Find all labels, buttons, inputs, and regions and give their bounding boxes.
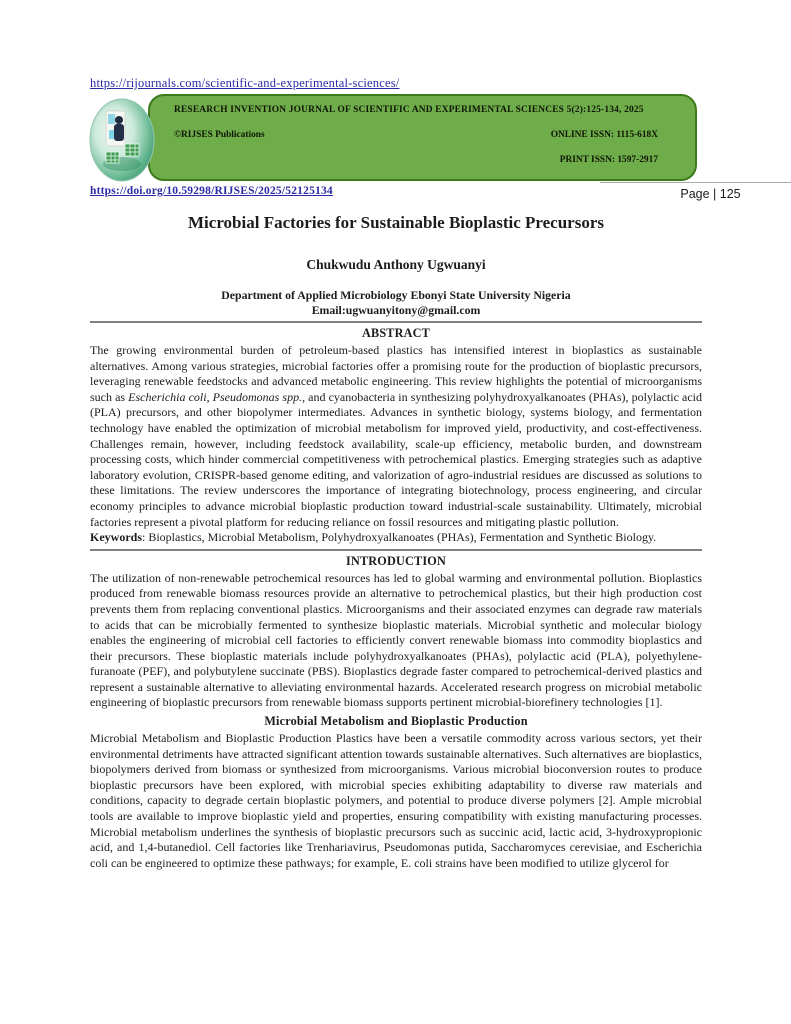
online-issn: ONLINE ISSN: 1115-618X — [550, 130, 658, 140]
metabolism-heading: Microbial Metabolism and Bioplastic Production — [264, 714, 528, 729]
introduction-paragraph: The utilization of non-renewable petrochemical resources has led to global warming and environmental pollution. Bioplastics produced from renewable biomass resources provide an alternative to petrochemical plastics, but their high production cost prevents them from replacing conventional plastics. Microorganisms and their associated enzymes can degrade raw materials to acids that can be microbially fermented to synthesize bioplastic materials. Microbial synthetic and molecular biology enables the engineering of microbial cell factories to efficiently convert renewable biomass into commodity bioplastics and their precursors. These bioplastic materials include polyhydroxyalkanoates (PHAs), polylactic acid (PLA), polyethylene-furanoate (PEF), and polybutylene succinate (PBS). Bioplastics degrade faster compared to petrochemical-derived plastics and represent a sustainable alternative to alleviating environmental hazards. Accelerated research progress on microbial metabolic engineering of bioplastic precursors from renewable biomass supports pertinent microbial-biorefinery technologies [1]. — [90, 570, 702, 710]
page-number: Page | 125 — [600, 182, 791, 201]
introduction-heading: INTRODUCTION — [346, 553, 446, 568]
affiliation-line: Department of Applied Microbiology Ebonyi State University Nigeria — [221, 288, 571, 302]
journal-site-link[interactable]: https://rijournals.com/scientific-and-experimental-sciences/ — [90, 76, 400, 90]
article-title: Microbial Factories for Sustainable Bioplastic Precursors — [188, 213, 604, 232]
journal-header-band — [148, 94, 697, 181]
article-body — [90, 321, 702, 871]
journal-title-line: RESEARCH INVENTION JOURNAL OF SCIENTIFIC AND EXPERIMENTAL SCIENCES 5(2):125-134, 2025 — [174, 105, 644, 115]
print-issn: PRINT ISSN: 1597-2917 — [559, 155, 658, 165]
doi-link[interactable]: https://doi.org/10.59298/RIJSES/2025/52125134 — [90, 185, 333, 197]
email-line: Email:ugwuanyitony@gmail.com — [311, 303, 481, 317]
article-author: Chukwudu Anthony Ugwuanyi — [306, 257, 486, 272]
divider-above-introduction — [90, 549, 702, 551]
journal-logo — [89, 98, 156, 182]
abstract-heading: ABSTRACT — [362, 326, 430, 340]
abstract-paragraph: The growing environmental burden of petroleum-based plastics has intensified interest in bioplastics as sustainable alternatives. Among various strategies, microbial factories offer a promising route for the production of bioplastic precursors, leveraging renewable feedstocks and advanced metabolic engineering. This review highlights the potential of microorganisms such as Escherichia coli, Pseudomonas spp., and cyanobacteria in synthesizing polyhydroxyalkanoates (PHAs), polylactic acid (PLA) precursors, and other biopolymer intermediates. Advances in synthetic biology, systems biology, and fermentation technology have enabled the optimization of microbial metabolism for improved yield, productivity, and cost-effectiveness. Challenges remain, however, including feedstock availability, scale-up efficiency, metabolic burden, and downstream processing costs, which hinder commercial competitiveness with petrochemical plastics. Emerging strategies such as adaptive laboratory evolution, CRISPR-based genome editing, and valorization of agro-industrial residues are discussed as solutions to these limitations. The review underscores the importance of integrating biotechnology, process engineering, and circular economy principles to advance microbial bioplastic production toward industrial-scale sustainability. Ultimately, microbial factories represent a pivotal platform for reducing reliance on fossil resources and mitigating plastic pollution. — [90, 343, 703, 529]
metabolism-paragraph: Microbial Metabolism and Bioplastic Production Plastics have been a versatile commodity across various sectors, yet their environmental detriments have attracted significant attention towards sustainable alternatives. Such alternatives are bioplastics, biopolymers derived from biomass or synthesized from microorganisms. Various microbial bioconversion routes to produce bioplastic precursors have been explored, with microbial species exhibiting adaptability to diverse raw materials and conditions, capacity to degrade certain bioplastic polymers, and potential to produce diverse polymers [2]. Ample microbial tools are available to improve bioplastic yield and properties, ensuring compatibility with existing manufacturing processes. Microbial metabolism underlines the synthesis of bioplastic precursors such as succinic acid, lactic acid, 3-hydroxypropionic acid, and 1,4-butanediol. Cell factories like Trenhariavirus, Pseudomonas putida, Saccharomyces cerevisiae, and Escherichia coli can be engineered to optimize these pathways; for example, E. coli strains have been modified to utilize glycerol for — [90, 731, 702, 870]
journal-logo-image — [89, 98, 156, 182]
keywords-line: Keywords: Bioplastics, Microbial Metabolism, Polyhydroxyalkanoates (PHAs), Fermentation and Synthetic Biology. — [90, 530, 657, 545]
publisher-line: ©RIJSES Publications — [174, 130, 265, 140]
author-affiliation-block — [90, 288, 702, 318]
divider-above-abstract — [90, 321, 702, 323]
